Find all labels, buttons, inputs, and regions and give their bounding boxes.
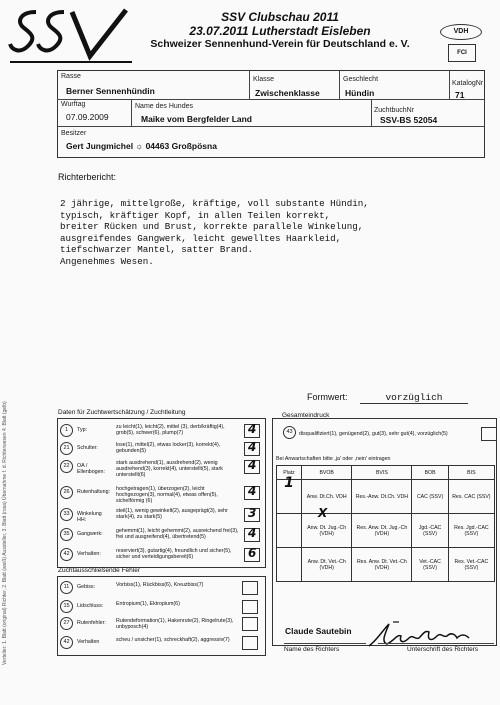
daten-row-mark: 4 <box>248 458 257 472</box>
name-label: Name des Hundes <box>135 103 193 110</box>
daten-row-options: stark ausdrehend(1), ausdrehend(2), wenig ausdrehend(3), korrekt(4), unterstellt(5), stark unterstellt(6) <box>116 460 223 479</box>
daten-row-number: 33 <box>60 508 73 521</box>
katalog-label: KatalogNr <box>452 80 484 87</box>
cell-1-3[interactable]: Res. Jgd.-CAC (SSV) <box>448 514 494 548</box>
fehler-row-label: Rutenfehler: <box>77 620 106 626</box>
geschlecht-value: Hündin <box>345 88 375 98</box>
fci-badge-text: FCI <box>457 50 467 56</box>
daten-row-number: 21 <box>60 442 73 455</box>
col-bis: BIS <box>448 466 494 480</box>
cell-0-0[interactable]: Anw. Dt.Ch. VDH <box>302 480 352 514</box>
daten-row-label: Verhalten: <box>77 551 101 557</box>
fehler-row-number: 11 <box>60 581 73 594</box>
col-bvob: BVOB <box>302 466 352 480</box>
daten-row-mark: 4 <box>248 422 257 436</box>
daten-row-mark: 4 <box>248 440 257 454</box>
fehler-title: Zuchtausschließende Fehler <box>58 567 141 574</box>
zuchtbuch-value: SSV-BS 52054 <box>380 115 438 125</box>
placement-cell-3[interactable] <box>277 548 302 582</box>
cell-1-2[interactable]: Jgd.-CAC (SSV) <box>412 514 448 548</box>
fehler-row-label: Lidschluss: <box>77 603 104 609</box>
judge-name-label: Name des Richters <box>284 646 340 653</box>
header <box>150 10 410 50</box>
vdh-badge <box>440 24 482 40</box>
report-text: 2 jährige, mittelgroße, kräftige, voll substante Hündin, typisch, kräftiger Kopf, in allen Teilen korrekt, breiter Rücken und Brust, korrekte parallele Winkelung, ausgreifendes Gangwerk, leicht gewelltes Haarkleid, tiefschwarzer Mantel, satter Brand. Angenehmes Wesen. <box>60 198 369 267</box>
placement-cell-2[interactable] <box>277 514 302 548</box>
daten-row-mark: 4 <box>248 526 257 540</box>
cell-1-0[interactable] <box>302 506 352 548</box>
anwartschaft-table <box>276 465 495 582</box>
daten-row-label: Schulter: <box>77 445 98 451</box>
daten-row-mark: 3 <box>248 506 257 520</box>
cross-mark: X <box>318 506 328 520</box>
header-title: SSV Clubschau 2011 <box>221 10 339 24</box>
cell-0-1[interactable]: Res.-Anw. Dt.Ch. VDH <box>352 480 412 514</box>
daten-row-label: Rutenhaltung: <box>77 489 110 495</box>
dog-name-value: Maike vom Bergfelder Land <box>141 114 253 124</box>
daten-title: Daten für Zuchtwertschätzung / Zuchtleitung <box>58 409 186 416</box>
fehler-row-options: Entropium(1), Ektropium(6) <box>116 601 180 607</box>
cell-2-0[interactable]: Anw. Dt. Vet.-Ch (VDH) <box>302 548 352 582</box>
fehler-row-checkbox[interactable] <box>242 600 258 614</box>
katalog-value: 71 <box>455 90 465 100</box>
daten-row-number: 1 <box>60 424 73 437</box>
fehler-row-label: Verhalten <box>77 639 100 645</box>
ssv-logo <box>6 6 136 66</box>
cell-1-0-text: Anw. Dt. Jug.-Ch (VDH) <box>307 524 347 537</box>
fci-badge <box>448 44 476 62</box>
geschlecht-label: Geschlecht <box>343 76 379 83</box>
fehler-row-checkbox[interactable] <box>242 581 258 595</box>
side-distribution-note: Verteiler: 1. Blatt (original) Richter, 2. Blatt (weiß) Aussteller, 3. Blatt (rosa) Übernahme f. d. Richterwesen 4. Blatt (gelb) <box>2 401 8 665</box>
placement-value: 1 <box>284 475 294 491</box>
gesamt-title: Gesamteindruck <box>282 412 330 419</box>
fehler-row-checkbox[interactable] <box>242 617 258 631</box>
fehler-row-options: Rutendeformation(1), Hakenrute(2), Ringelrute(3), unbyposch(4) <box>116 618 234 631</box>
daten-row-options: hochgetragen(1), überzogen(2), leicht hochgezogen(3), normal(4), etwas offen(5), sichelförmig (6) <box>116 486 218 505</box>
placement-cell[interactable] <box>277 475 302 514</box>
rasse-label: Rasse <box>61 73 81 80</box>
gesamt-number: 43 <box>283 426 296 439</box>
fehler-row-options: scheu / unsicher(1), schreckhaft(2), aggressiv(7) <box>116 637 230 643</box>
header-club: Schweizer Sennenhund-Verein für Deutschland e. V. <box>150 38 410 50</box>
fehler-row-checkbox[interactable] <box>242 636 258 650</box>
daten-row-options: gehemmt(1), leicht gehemmt(2), ausreichend frei(3), frei und ausgreifend(4), übertretend(5) <box>116 528 239 541</box>
col-bob: BOB <box>412 466 448 480</box>
cell-1-1[interactable]: Res. Anw. Dt. Jug.-Ch (VDH) <box>352 514 412 548</box>
col-bvis: BVIS <box>352 466 412 480</box>
wurftag-value: 07.09.2009 <box>66 112 109 122</box>
fehler-row-options: Vorbiss(1), Rückbiss(6), Kreuzbiss(7) <box>116 582 204 588</box>
besitzer-label: Besitzer <box>61 130 87 137</box>
rasse-value: Berner Sennenhündin <box>66 86 155 96</box>
zuchtbuch-label: ZuchtbuchNr <box>374 107 415 114</box>
daten-row-label: Gangwerk: <box>77 531 103 537</box>
cell-2-1[interactable]: Res. Anw. Dt. Vet.-Ch (VDH) <box>352 548 412 582</box>
klasse-value: Zwischenklasse <box>255 88 320 98</box>
daten-row-number: 42 <box>60 548 73 561</box>
daten-row-mark: 6 <box>248 546 257 560</box>
daten-row-label: OA / Ellenbogen: <box>77 463 105 476</box>
fehler-row-number: 27 <box>60 617 73 630</box>
klasse-label: Klasse <box>253 76 275 83</box>
daten-row-options: lose(1), mittel(2), etwas locker(3), korrekt(4), gebunden(5) <box>116 442 221 455</box>
signature-label: Unterschrift des Richters <box>407 646 479 653</box>
daten-row-label: Typ: <box>77 427 88 433</box>
formwert-label: Formwert: <box>307 392 348 402</box>
header-date-place: 23.07.2011 Lutherstadt Eisleben <box>189 24 371 38</box>
report-label: Richterbericht: <box>58 172 117 182</box>
daten-row-number: 35 <box>60 528 73 541</box>
daten-row-options: reserviert(3), gutartig(4), freundlich und sicher(5), sicher und verteidigungsbereit(6) <box>116 548 232 561</box>
col-platz: Platz <box>277 466 302 480</box>
formwert-value: vorzüglich <box>360 392 468 404</box>
anwartschaft-title: Bei Anwartschaften bitte ,ja' oder ,nein' eintragen <box>276 456 391 462</box>
fehler-row-label: Gebiss: <box>77 584 95 590</box>
cell-2-3[interactable]: Res. Vet.-CAC (SSV) <box>448 548 494 582</box>
daten-row-mark: 4 <box>248 484 257 498</box>
daten-row-options: zu leicht(1), leicht(2), mittel (3), derb/kräftig(4), grob(5), schwer(6), plump(7) <box>116 424 225 437</box>
wurftag-label: Wurftag <box>61 101 86 108</box>
cell-2-2[interactable]: Vet.-CAC (SSV) <box>412 548 448 582</box>
judge-name: Claude Sautebin <box>285 626 352 636</box>
cell-0-2[interactable]: CAC (SSV) <box>412 480 448 514</box>
daten-row-number: 26 <box>60 486 73 499</box>
daten-row-options: steil(1), wenig gewinkelt(2), ausgeprägt(3), sehr stark(4), zu stark(5) <box>116 508 228 521</box>
gesamt-options: disqualifiziert(1), genügend(2), gut(3), sehr gut(4), vorzüglich(5) <box>299 431 448 437</box>
vdh-badge-text: VDH <box>453 28 469 35</box>
fehler-row-number: 15 <box>60 600 73 613</box>
daten-row-number: 22 <box>60 460 73 473</box>
fehler-row-number: 42 <box>60 636 73 649</box>
gesamt-checkbox[interactable] <box>481 427 497 441</box>
cell-0-3[interactable]: Res. CAC (SSV) <box>448 480 494 514</box>
daten-row-label: Winkelung HH: <box>77 511 102 524</box>
besitzer-value: Gert Jungmichel ☼ 04463 Großpösna <box>66 141 217 151</box>
